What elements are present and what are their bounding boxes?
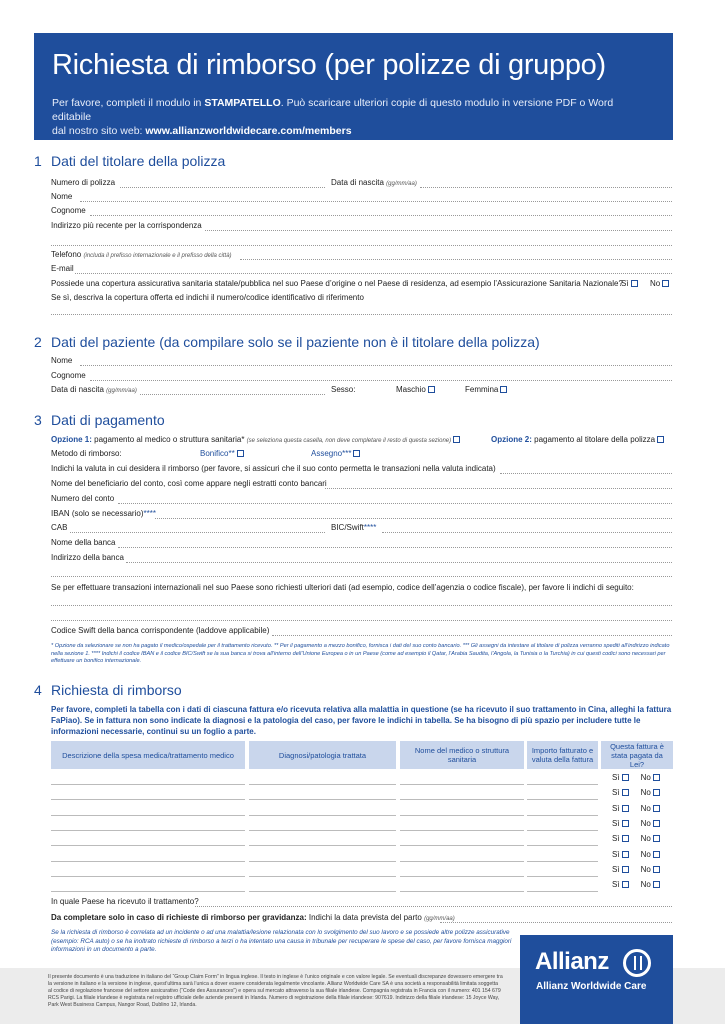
currency-field[interactable] [500, 473, 672, 474]
patient-last-name-label: Cognome [51, 371, 86, 380]
claim-cell-line[interactable] [249, 891, 396, 892]
claim-cell-line[interactable] [400, 861, 524, 862]
coverage-yes: Sì [621, 279, 638, 289]
last-name-label: Cognome [51, 206, 86, 215]
col-paid: Questa fattura è stata pagata da Lei? [601, 741, 673, 769]
logo-wordmark: Allianz [535, 948, 609, 975]
claim-cell-line[interactable] [527, 815, 598, 816]
address-field-1[interactable] [205, 230, 672, 231]
claim-cell-line[interactable] [51, 891, 245, 892]
pregnancy-label: Da completare solo in caso di richieste di rimborso per gravidanza: Indichi la data prevista del parto (gg/mm/aa) [51, 913, 455, 922]
payment-footnote: * Opzione da selezionare se non ha pagato il medico/ospedale per il trattamento ricevuto. ** Per il pagamento a mezzo bonifico, fornisca i dati del suo conto bancario. *** Gli assegni da intestare al titolare di polizza verranno spediti all’indirizzo indicato nella sezione 1. **** Indichi il codice IBAN e il codice BIC/Swift se la sua banca si trova all’interno dell’Unione Europea o in un Paese (come ad esempio il Qatar, l’Arabia Saudita, l’Angola, la Tunisia o la Turchia) in cui questi codici sono necessari per effettuare un bonifico internazionale. [51, 643, 670, 664]
col-doctor: Nome del medico o struttura sanitaria [400, 741, 524, 769]
policy-number-label: Numero di polizza [51, 178, 116, 187]
paid-no: No [641, 819, 660, 828]
paid-yes: Sì [612, 819, 629, 828]
claim-cell-line[interactable] [400, 891, 524, 892]
coverage-no-checkbox[interactable] [662, 280, 669, 287]
correspondent-swift-field[interactable] [272, 635, 672, 636]
option-2: Opzione 2: pagamento al titolare della polizza [491, 435, 664, 445]
paid-choice [612, 880, 660, 889]
birth-date-label: Data di nascita (gg/mm/aa) [331, 178, 417, 187]
paid-yes: Sì [612, 834, 629, 843]
claim-cell-line[interactable] [527, 784, 598, 785]
paid-yes: Sì [612, 804, 629, 813]
claim-cell-line[interactable] [51, 861, 245, 862]
last-name-field[interactable] [90, 215, 672, 216]
col-description: Descrizione della spesa medica/trattamento medico [51, 741, 245, 769]
address-field-2[interactable] [51, 245, 672, 246]
claim-cell-line[interactable] [400, 830, 524, 831]
section-1-title: 1 Dati del titolare della polizza [34, 153, 226, 169]
iban-label: IBAN (solo se necessario)**** [51, 509, 156, 518]
first-name-field[interactable] [80, 201, 672, 202]
paid-yes-checkbox[interactable] [622, 789, 629, 796]
female-option: Femmina [465, 385, 507, 395]
paid-no-checkbox[interactable] [653, 805, 660, 812]
claim-cell-line[interactable] [249, 799, 396, 800]
claim-cell-line[interactable] [400, 815, 524, 816]
policy-number-field[interactable] [120, 187, 325, 188]
paid-yes-checkbox[interactable] [622, 881, 629, 888]
option-1: Opzione 1: pagamento al medico o struttura sanitaria* (se seleziona questa casella, non deve completare il resto di questa sezione) [51, 435, 460, 446]
account-holder-field[interactable] [325, 488, 672, 489]
paid-no-checkbox[interactable] [653, 835, 660, 842]
claim-cell-line[interactable] [51, 815, 245, 816]
phone-label: Telefono (includa il prefisso internazionale e il prefisso della città) [51, 250, 232, 259]
claim-cell-line[interactable] [400, 799, 524, 800]
option-1-checkbox[interactable] [453, 436, 460, 443]
claim-cell-line[interactable] [527, 861, 598, 862]
claim-cell-line[interactable] [249, 830, 396, 831]
coverage-question: Possiede una copertura assicurativa sanitaria statale/pubblica nel suo Paese d’origine o nel Paese di residenza, ad esempio l’Assicurazione Sanitaria Nazionale? [51, 279, 623, 288]
patient-birth-date-label: Data di nascita (gg/mm/aa) [51, 385, 137, 394]
paid-yes: Sì [612, 773, 629, 782]
coverage-describe-label: Se sì, descriva la copertura offerta ed indichi il numero/codice identificativo di riferimento [51, 293, 364, 302]
section-4-title: 4 Richiesta di rimborso [34, 682, 182, 698]
col-diagnosis: Diagnosi/patologia trattata [249, 741, 396, 769]
claim-cell-line[interactable] [51, 830, 245, 831]
male-checkbox[interactable] [428, 386, 435, 393]
paid-no-checkbox[interactable] [653, 851, 660, 858]
paid-yes-checkbox[interactable] [622, 820, 629, 827]
claim-cell-line[interactable] [527, 845, 598, 846]
sex-label: Sesso: [331, 385, 356, 394]
treatment-country-label: In quale Paese ha ricevuto il trattamento? [51, 897, 199, 906]
coverage-yes-checkbox[interactable] [631, 280, 638, 287]
paid-no: No [641, 834, 660, 843]
account-holder-label: Nome del beneficiario del conto, così come appare negli estratti conto bancari [51, 479, 327, 488]
paid-no-checkbox[interactable] [653, 774, 660, 781]
patient-first-name-label: Nome [51, 356, 73, 365]
phone-field[interactable] [240, 259, 672, 260]
paid-choice [612, 819, 660, 828]
legal-text: Il presente documento è una traduzione in italiano del “Group Claim Form” in lingua inglese. Il testo in inglese è l’unico originale e con valore legale. Se eventuali discrepanze dovessero emergere tra la versione in italiano e la versione in inglese, quest’ultima sarà l’unica a dover essere considerata legalmente vincolante. Allianz Worldwide Care SA è una società a responsabilità limitata soggetta al codice di regolazione francese del settore assicurativo (“Code des Assurances”) e opera sul mercato attraverso la sua filiale irlandese. Compagnia registrata in Francia con il numero: 401 154 679 RCS Parigi. La filiale irlandese è registrata nel registro ufficiale delle aziende presenti in Irlanda. Numero di registrazione della filiale irlandese: 907619. Indirizzo della filiale irlandese: 15 Joyce Way, Park West Business Campus, Nangor Road, Dublino 12, Irlanda. [48, 974, 503, 1008]
cheque-option: Assegno*** [311, 449, 360, 459]
coverage-describe-field[interactable] [51, 314, 672, 315]
claim-cell-line[interactable] [51, 799, 245, 800]
claim-cell-line[interactable] [527, 830, 598, 831]
section-3-title: 3 Dati di pagamento [34, 412, 165, 428]
correspondent-swift-label: Codice Swift della banca corrispondente (laddove applicabile) [51, 626, 270, 635]
paid-yes-checkbox[interactable] [622, 774, 629, 781]
address-label: Indirizzo più recente per la corrispondenza [51, 221, 202, 230]
account-number-label: Numero del conto [51, 494, 115, 503]
paid-choice [612, 834, 660, 843]
paid-no: No [641, 773, 660, 782]
email-field[interactable] [75, 273, 672, 274]
paid-choice [612, 804, 660, 813]
paid-choice [612, 773, 660, 782]
claim-cell-line[interactable] [527, 891, 598, 892]
col-amount: Importo fatturato e valuta della fattura [527, 741, 598, 769]
claim-cell-line[interactable] [51, 784, 245, 785]
claim-cell-line[interactable] [527, 876, 598, 877]
international-field-1[interactable] [51, 605, 672, 606]
claim-cell-line[interactable] [400, 845, 524, 846]
paid-no-checkbox[interactable] [653, 820, 660, 827]
claim-cell-line[interactable] [249, 845, 396, 846]
logo-subtitle: Allianz Worldwide Care [536, 981, 647, 992]
form-title: Richiesta di rimborso (per polizze di gruppo) [52, 49, 606, 81]
paid-no-checkbox[interactable] [653, 881, 660, 888]
claim-instructions: Per favore, completi la tabella con i dati di ciascuna fattura e/o ricevuta relativa alla malattia in questione (se ha ricevuto il suo trattamento in Cina, alleghi la fattura FaPiao). Se in fattura non sono indicate la diagnosi e la patologia del caso, per favore le indichi in tabella. Se ha bisogno di più spazio per includere tutte le informazioni necessarie, continui su un foglio a parte. [51, 705, 672, 736]
accident-note: Se la richiesta di rimborso è correlata ad un incidente o ad una malattia/lesione relazionata con lo svolgimento del suo lavoro e se possiede altre polizze assicurative (esempio: RCA auto) o se ha inoltrato richieste di rimborso a terzi o ha intentato una causa in tribunale per recuperare le spese del caso, per favore fornisca maggiori informazioni in un documento a parte. [51, 929, 512, 953]
bank-address-label: Indirizzo della banca [51, 553, 124, 562]
cab-field[interactable] [70, 532, 325, 533]
birth-date-field[interactable] [420, 187, 672, 188]
bank-address-field-1[interactable] [126, 562, 672, 563]
claim-cell-line[interactable] [249, 815, 396, 816]
payment-method-label: Metodo di rimborso: [51, 449, 122, 458]
currency-label: Indichi la valuta in cui desidera il rimborso (per favore, si assicuri che il suo conto permetta le transazioni nella valuta indicata) [51, 464, 496, 473]
patient-last-name-field[interactable] [90, 380, 672, 381]
paid-yes: Sì [612, 788, 629, 797]
claim-cell-line[interactable] [400, 784, 524, 785]
bank-name-field[interactable] [118, 547, 672, 548]
paid-choice [612, 850, 660, 859]
paid-yes: Sì [612, 880, 629, 889]
treatment-country-field[interactable] [195, 906, 672, 907]
claim-cell-line[interactable] [249, 861, 396, 862]
transfer-checkbox[interactable] [237, 450, 244, 457]
claim-cell-line[interactable] [527, 799, 598, 800]
paid-choice [612, 788, 660, 797]
bic-field[interactable] [382, 532, 672, 533]
form-intro: Per favore, completi il modulo in STAMPATELLO. Può scaricare ulteriori copie di questo modulo in versione PDF o Word editabile dal nostro sito web: www.allianzworldwidecare.com/members [52, 97, 614, 137]
first-name-label: Nome [51, 192, 73, 201]
paid-yes: Sì [612, 850, 629, 859]
coverage-no: No [650, 279, 669, 289]
paid-no-checkbox[interactable] [653, 789, 660, 796]
international-field-2[interactable] [51, 620, 672, 621]
paid-yes-checkbox[interactable] [622, 866, 629, 873]
claim-cell-line[interactable] [249, 784, 396, 785]
pregnancy-date-field[interactable] [440, 922, 672, 923]
paid-no: No [641, 850, 660, 859]
iban-field[interactable] [155, 518, 672, 519]
paid-no: No [641, 804, 660, 813]
paid-yes-checkbox[interactable] [622, 835, 629, 842]
claim-cell-line[interactable] [400, 876, 524, 877]
bic-label: BIC/Swift**** [331, 523, 377, 532]
email-label: E-mail [51, 264, 74, 273]
cheque-checkbox[interactable] [353, 450, 360, 457]
cab-label: CAB [51, 523, 68, 532]
allianz-logo [520, 935, 673, 1024]
patient-birth-date-field[interactable] [140, 394, 325, 395]
paid-no: No [641, 880, 660, 889]
form-header [34, 33, 673, 140]
paid-yes-checkbox[interactable] [622, 851, 629, 858]
female-checkbox[interactable] [500, 386, 507, 393]
paid-no: No [641, 788, 660, 797]
account-number-field[interactable] [118, 503, 672, 504]
paid-choice [612, 865, 660, 874]
bank-address-field-2[interactable] [51, 576, 672, 577]
paid-yes: Sì [612, 865, 629, 874]
option-2-checkbox[interactable] [657, 436, 664, 443]
transfer-option: Bonifico** [200, 449, 244, 459]
patient-first-name-field[interactable] [80, 365, 672, 366]
section-2-title: 2 Dati del paziente (da compilare solo se il paziente non è il titolare della polizza) [34, 334, 540, 350]
claim-cell-line[interactable] [249, 876, 396, 877]
paid-yes-checkbox[interactable] [622, 805, 629, 812]
paid-no-checkbox[interactable] [653, 866, 660, 873]
claim-cell-line[interactable] [51, 876, 245, 877]
bank-name-label: Nome della banca [51, 538, 116, 547]
paid-no: No [641, 865, 660, 874]
male-option: Maschio [396, 385, 435, 395]
international-label: Se per effettuare transazioni internazionali nel suo Paese sono richiesti ulteriori dati (ad esempio, codice dell’agenzia o codice fiscale), per favore li indichi di seguito: [51, 583, 634, 592]
eagle-icon [623, 949, 651, 977]
claim-cell-line[interactable] [51, 845, 245, 846]
